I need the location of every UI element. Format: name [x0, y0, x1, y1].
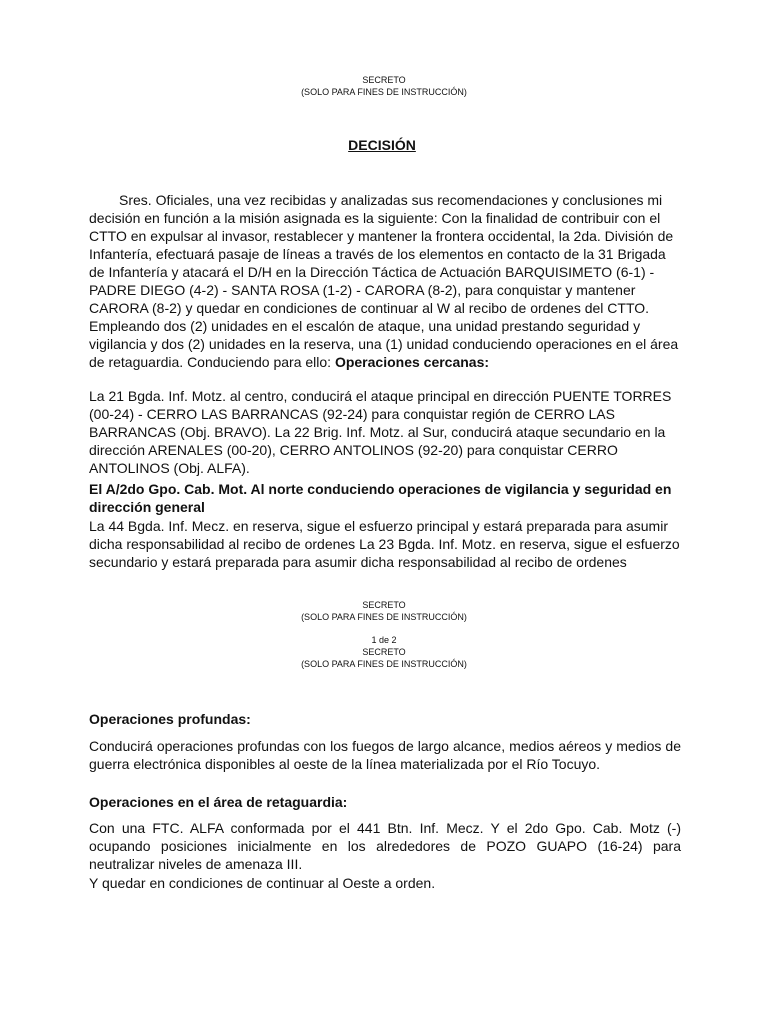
page-break-header — [0, 634, 768, 670]
classification-footer — [0, 599, 768, 623]
classification-header — [0, 74, 768, 98]
rear-ops-paragraph: Con una FTC. ALFA conformada por el 441 Btn. Inf. Mecz. Y el 2do Gpo. Cab. Motz (-) ocupando posiciones inicialmente en los alrededores de POZO GUAPO (16-24) para neutralizar niveles de amenaza III. — [89, 820, 681, 872]
north-ops-heading: El A/2do Gpo. Cab. Mot. Al norte conduciendo operaciones de vigilancia y seguridad en dirección general — [89, 481, 672, 515]
classification-label: SECRETO — [362, 75, 406, 85]
deep-ops-heading: Operaciones profundas: — [89, 711, 251, 727]
classification-label: SECRETO — [362, 600, 406, 610]
classification-note: (SOLO PARA FINES DE INSTRUCCIÓN) — [301, 659, 467, 669]
rear-ops-heading: Operaciones en el área de retaguardia: — [89, 794, 348, 810]
close-ops-paragraph: La 21 Bgda. Inf. Motz. al centro, conducirá el ataque principal en dirección PUENTE TORRES (00-24) - CERRO LAS BARRANCAS (92-24) para conquistar región de CERRO LAS BARRANCAS (Obj. BRAVO). La 22 Brig. Inf. Motz. al Sur, conducirá ataque secundario en la dirección ARENALES (00-20), CERRO ANTOLINOS (92-20) para conquistar CERRO ANTOLINOS (Obj. ALFA). — [89, 388, 672, 476]
classification-label: SECRETO — [362, 647, 406, 657]
intro-paragraph — [89, 191, 681, 371]
deep-ops-paragraph: Conducirá operaciones profundas con los fuegos de largo alcance, medios aéreos y medios de guerra electrónica disponibles al oeste de la línea materializada por el Río Tocuyo. — [89, 738, 681, 772]
classification-note: (SOLO PARA FINES DE INSTRUCCIÓN) — [301, 87, 467, 97]
page-number: 1 de 2 — [371, 635, 397, 645]
classification-note: (SOLO PARA FINES DE INSTRUCCIÓN) — [301, 612, 467, 622]
closing-line: Y quedar en condiciones de continuar al Oeste a orden. — [89, 875, 436, 891]
reserve-paragraph: La 44 Bgda. Inf. Mecz. en reserva, sigue el esfuerzo principal y estará preparada para asumir dicha responsabilidad al recibo de ordenes La 23 Bgda. Inf. Motz. en reserva, sigue el esfuerzo secundario y estará preparada para asumir dicha responsabilidad al recibo de ordenes — [89, 518, 680, 570]
intro-text: Sres. Oficiales, una vez recibidas y analizadas sus recomendaciones y conclusiones mi decisión en función a la misión asignada es la siguiente: Con la finalidad de contribuir con el CTTO en expulsar al invasor, restablecer y mantener la frontera occidental, la 2da. División de Infantería, efectuará pasaje de líneas a través de los elementos en contacto de la 31 Brigada de Infantería y atacará el D/H en la Dirección Táctica de Actuación BARQUISIMETO (6-1) - PADRE DIEGO (4-2) - SANTA ROSA (1-2) - CARORA (8-2), para conquistar y mantener CARORA (8-2) y quedar en condiciones de continuar al W al recibo de ordenes del CTTO. Empleando dos (2) unidades en el escalón de ataque, una unidad prestando seguridad y vigilancia y dos (2) unidades en la reserva, una (1) unidad conduciendo operaciones en el área de retaguardia. Conduciendo para ello: — [89, 192, 679, 370]
page-title: DECISIÓN — [348, 137, 416, 153]
close-ops-heading: Operaciones cercanas: — [334, 354, 490, 370]
